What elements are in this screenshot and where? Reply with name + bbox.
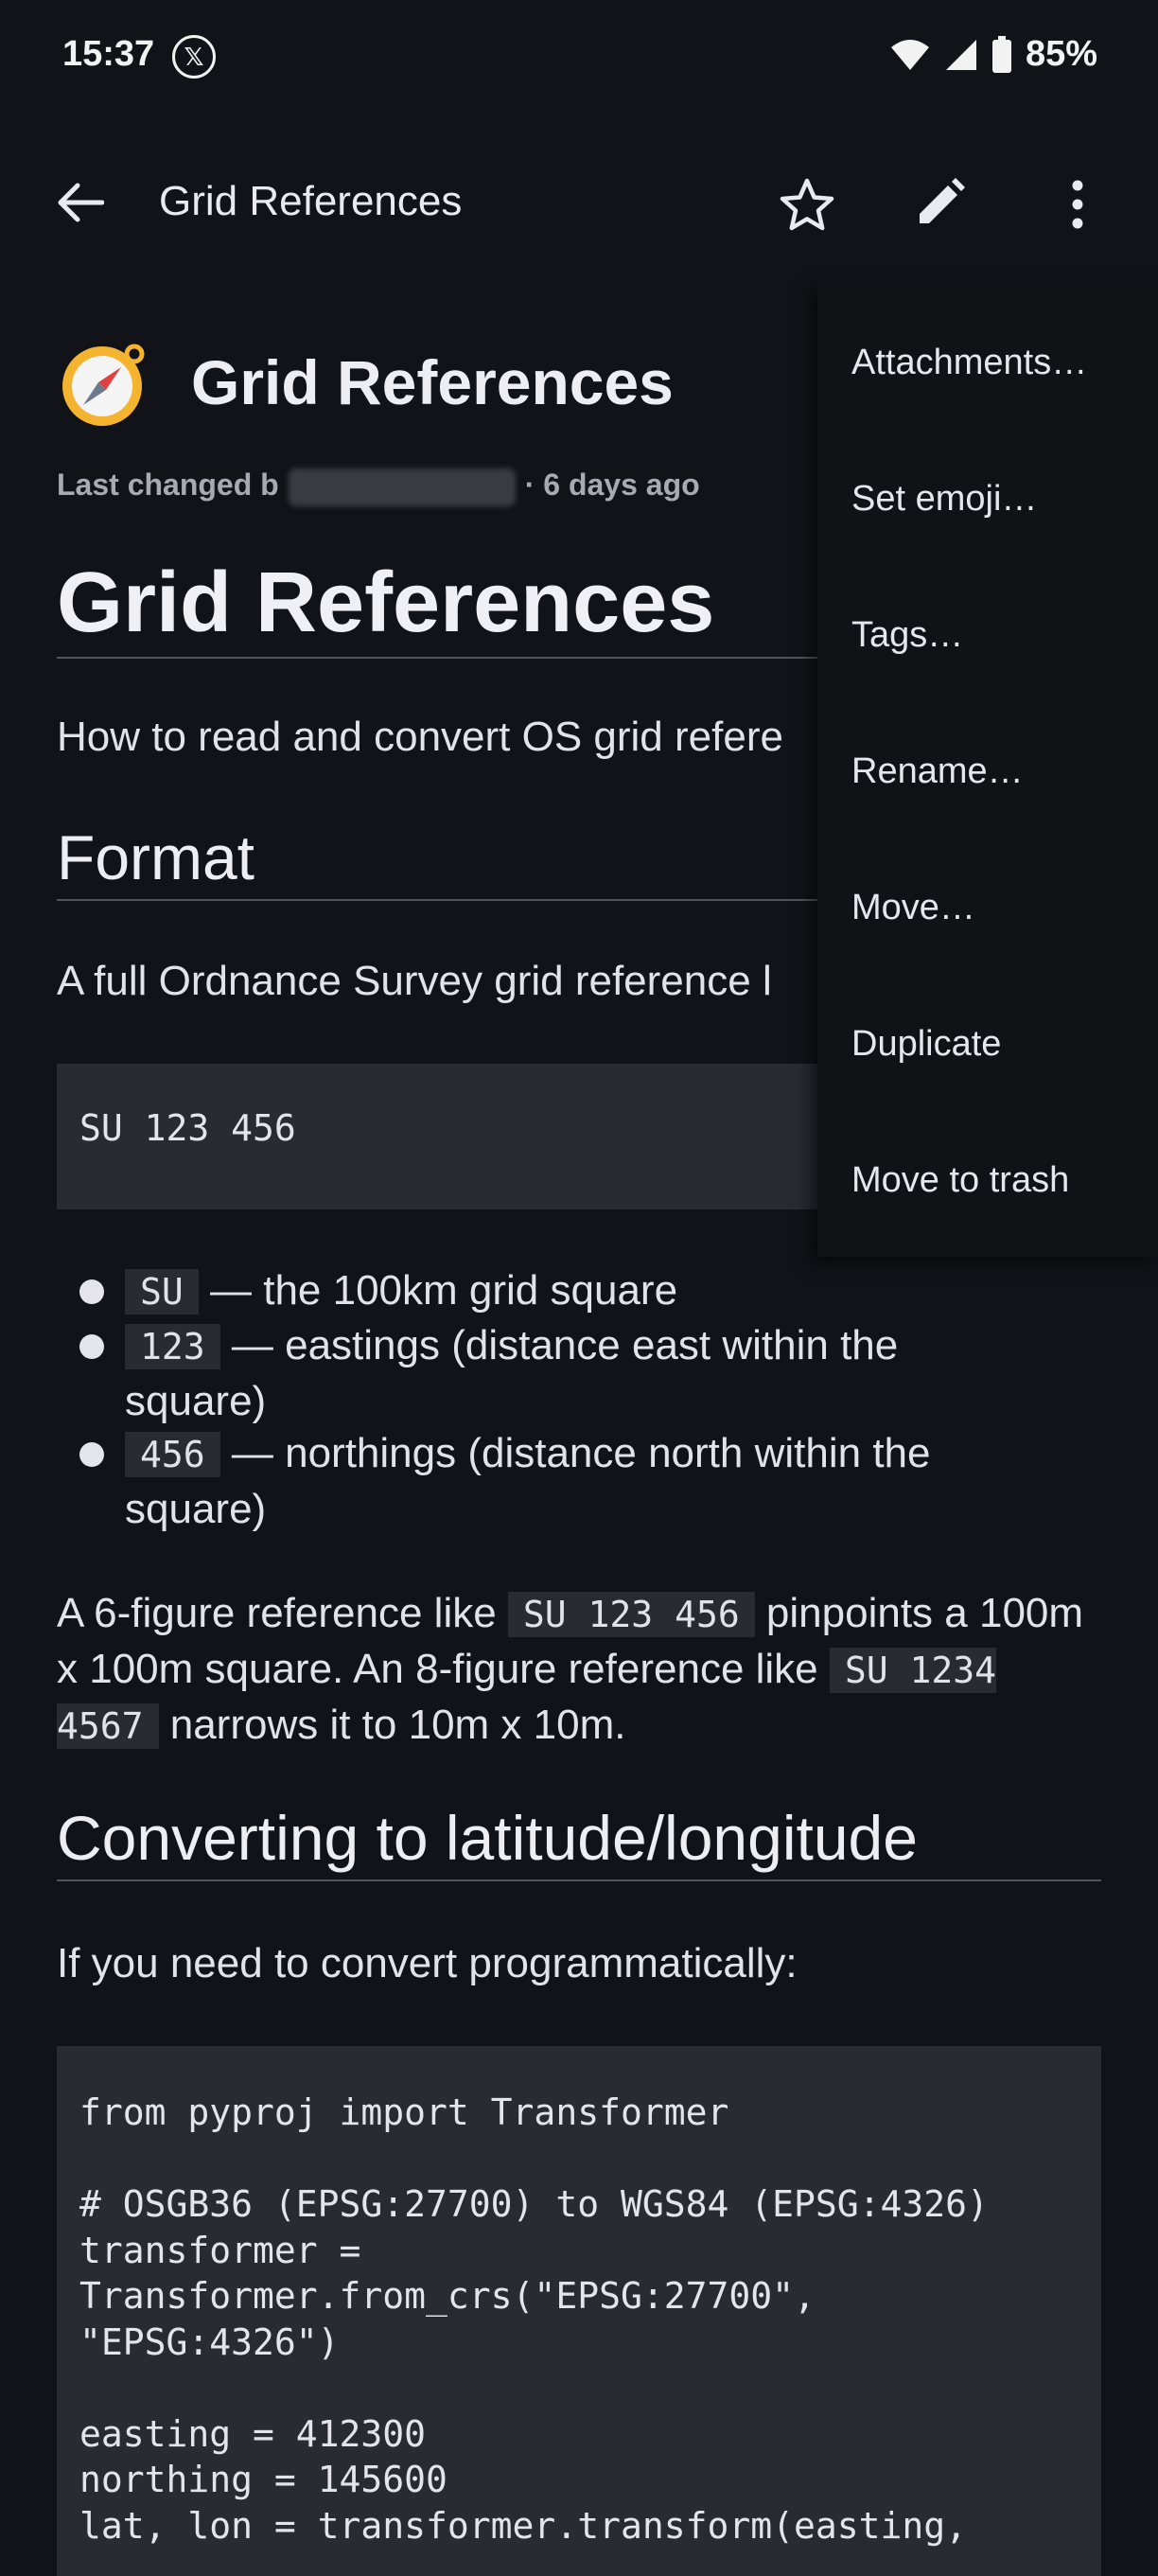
menu-item-set-emoji[interactable]: Set emoji… — [851, 479, 1038, 519]
overflow-menu — [817, 284, 1158, 1257]
heading-converting: Converting to latitude/longitude — [57, 1803, 918, 1873]
list-item-text-cont: square) — [125, 1486, 267, 1532]
menu-item-move[interactable]: Move… — [851, 888, 975, 927]
figure-reference-paragraph — [57, 1586, 1107, 1754]
back-arrow-icon[interactable] — [51, 176, 108, 229]
list-item — [125, 1318, 898, 1429]
para-text: A 6-figure reference like — [57, 1590, 508, 1636]
menu-item-attachments[interactable]: Attachments… — [851, 343, 1088, 382]
para-text: pinpoints a 100m x 100m square. An 8-figure reference like — [57, 1590, 1084, 1692]
more-options-icon[interactable] — [1063, 176, 1092, 233]
document-title: Grid References — [191, 347, 674, 417]
list-item-text: — northings (distance north within the — [231, 1430, 931, 1476]
menu-item-tags[interactable]: Tags… — [851, 615, 964, 655]
bullet-dot — [79, 1334, 104, 1359]
battery-icon — [991, 36, 1012, 74]
appbar-title: Grid References — [159, 178, 463, 224]
inline-code: 456 — [125, 1432, 220, 1477]
bullet-dot — [79, 1442, 104, 1467]
star-icon[interactable] — [776, 176, 838, 233]
inline-code: 123 — [125, 1324, 220, 1369]
inline-code: SU 123 456 — [508, 1592, 755, 1637]
list-item — [125, 1426, 931, 1537]
list-item-text: — eastings (distance east within the — [231, 1322, 899, 1368]
last-changed-suffix: · 6 days ago — [524, 468, 700, 502]
wifi-icon — [889, 38, 931, 72]
x-app-notification-icon: 𝕏 — [172, 35, 216, 79]
cell-signal-icon — [944, 38, 978, 72]
intro-paragraph: How to read and convert OS grid refere — [57, 714, 783, 760]
menu-item-move-to-trash[interactable]: Move to trash — [851, 1160, 1070, 1200]
heading-rule — [57, 1879, 1101, 1881]
battery-percent: 85% — [1025, 34, 1097, 74]
status-time: 15:37 — [62, 34, 155, 74]
redacted-author — [289, 468, 516, 506]
convert-paragraph: If you need to convert programmatically: — [57, 1940, 798, 1986]
inline-code: SU 1234 4567 — [57, 1650, 997, 1747]
heading-1: Grid References — [57, 556, 715, 650]
heading-format: Format — [57, 822, 255, 892]
status-icons — [889, 34, 1097, 75]
bullet-dot — [79, 1279, 104, 1304]
para-text: narrows it to 10m x 10m. — [158, 1702, 626, 1748]
inline-code: SU — [125, 1269, 199, 1314]
format-paragraph: A full Ordnance Survey grid reference l — [57, 958, 772, 1004]
last-changed-meta — [57, 468, 700, 506]
code-block-python — [57, 2046, 1101, 2576]
code-text: SU 123 456 — [79, 1107, 296, 1149]
list-item-text-cont: square) — [125, 1378, 267, 1424]
menu-item-rename[interactable]: Rename… — [851, 751, 1024, 791]
code-text: from pyproj import Transformer # OSGB36 (EPSG:27700) to WGS84 (EPSG:4326) transformer = Transformer.from_crs("EPSG:27700", "EPSG:4326") easting = 412300 northing = 145600 lat, lon = transformer.transform(easting, — [79, 2091, 989, 2547]
edit-pencil-icon[interactable] — [912, 174, 969, 231]
menu-item-duplicate[interactable]: Duplicate — [851, 1024, 1002, 1064]
last-changed-prefix: Last changed b — [57, 468, 279, 502]
list-item — [125, 1263, 677, 1319]
list-item-text: — the 100km grid square — [210, 1267, 678, 1314]
compass-emoji-icon[interactable] — [59, 339, 149, 430]
